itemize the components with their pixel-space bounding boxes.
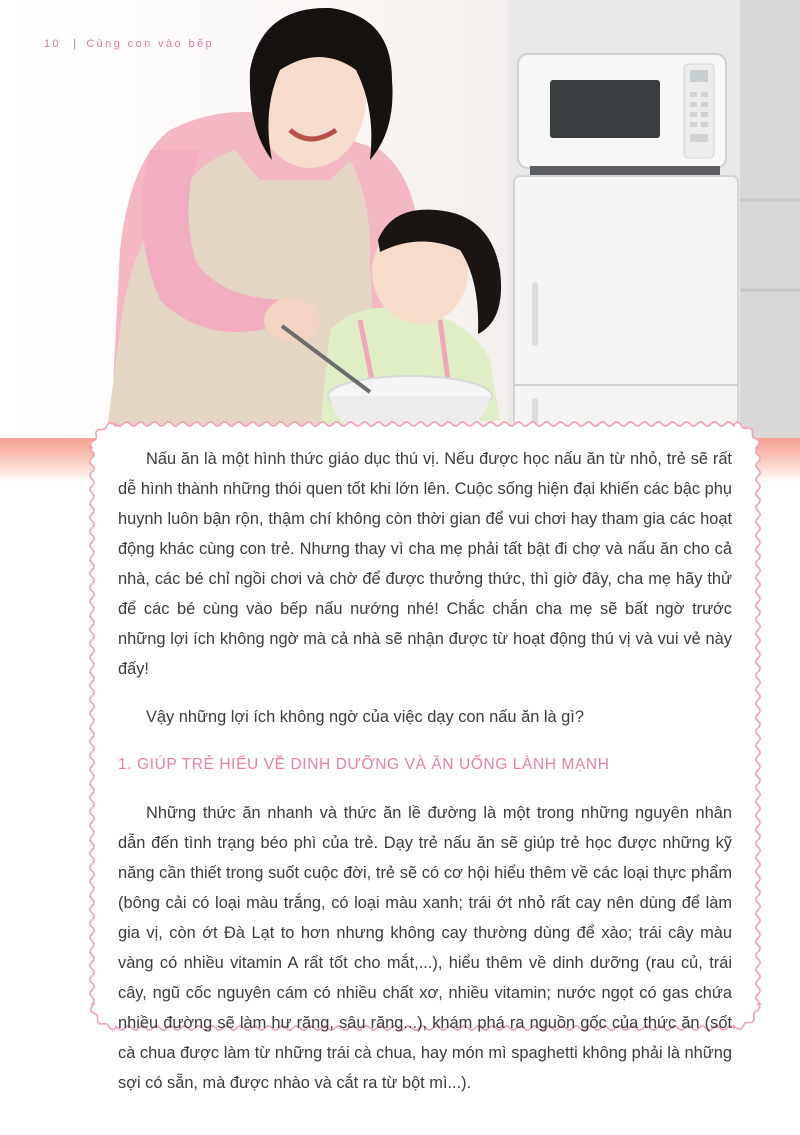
intro-question: Vậy những lợi ích không ngờ của việc dạy con nấu ăn là gì? [146, 708, 584, 726]
section-heading: 1. GIÚP TRẺ HIỂU VỀ DINH DƯỠNG VÀ ĂN UỐNG LÀNH MẠNH [118, 756, 610, 773]
intro-paragraph: Nấu ăn là một hình thức giáo dục thú vị. Nếu được học nấu ăn từ nhỏ, trẻ sẽ rất dễ hình thành những thói quen tốt khi lớn lên. Cuộc sống hiện đại khiến các bậc phụ huynh luôn bận rộn, thậm chí không còn thời gian để vui chơi hay tham gia các hoạt động khác cùng con trẻ. Nhưng thay vì cha mẹ phải tất bật đi chợ và nấu ăn cho cả nhà, các bé chỉ ngồi chơi và chờ để được thưởng thức, thì giờ đây, cha mẹ hãy thử để các bé cùng vào bếp nấu nướng nhé! Chắc chắn cha mẹ sẽ bất ngờ trước những lợi ích không ngờ mà cả nhà sẽ nhận được từ hoạt động thú vị và vui vẻ này đấy! [118, 450, 732, 678]
book-title: Cùng con vào bếp [86, 38, 215, 50]
page-number: 10 [44, 38, 62, 50]
body-text [118, 444, 732, 1098]
header-separator: | [73, 38, 79, 50]
section-paragraph: Những thức ăn nhanh và thức ăn lề đường là một trong những nguyên nhân dẫn đến tình trạng béo phì của trẻ. Dạy trẻ nấu ăn sẽ giúp trẻ học được những kỹ năng cần thiết trong suốt cuộc đời, trẻ sẽ có cơ hội hiểu thêm về các loại thực phẩm (bông cải có loại màu trắng, có loại màu xanh; trái ớt nhỏ rất cay nên dùng để làm gia vị, còn ớt Đà Lạt to hơn nhưng không cay thường dùng để xào; trái cây màu vàng có nhiều vitamin A rất tốt cho mắt,...), hiểu thêm về dinh dưỡng (rau củ, trái cây, ngũ cốc nguyên cám có nhiều chất xơ, nhiều vitamin; nước ngọt có gas chứa nhiều đường sẽ làm hư răng, sâu răng...), khám phá ra nguồn gốc của thức ăn (sốt cà chua được làm từ những trái cà chua, hay món mì spaghetti không phải là những sợi có sẵn, mà được nhào và cắt ra từ bột mì...). [118, 804, 732, 1092]
